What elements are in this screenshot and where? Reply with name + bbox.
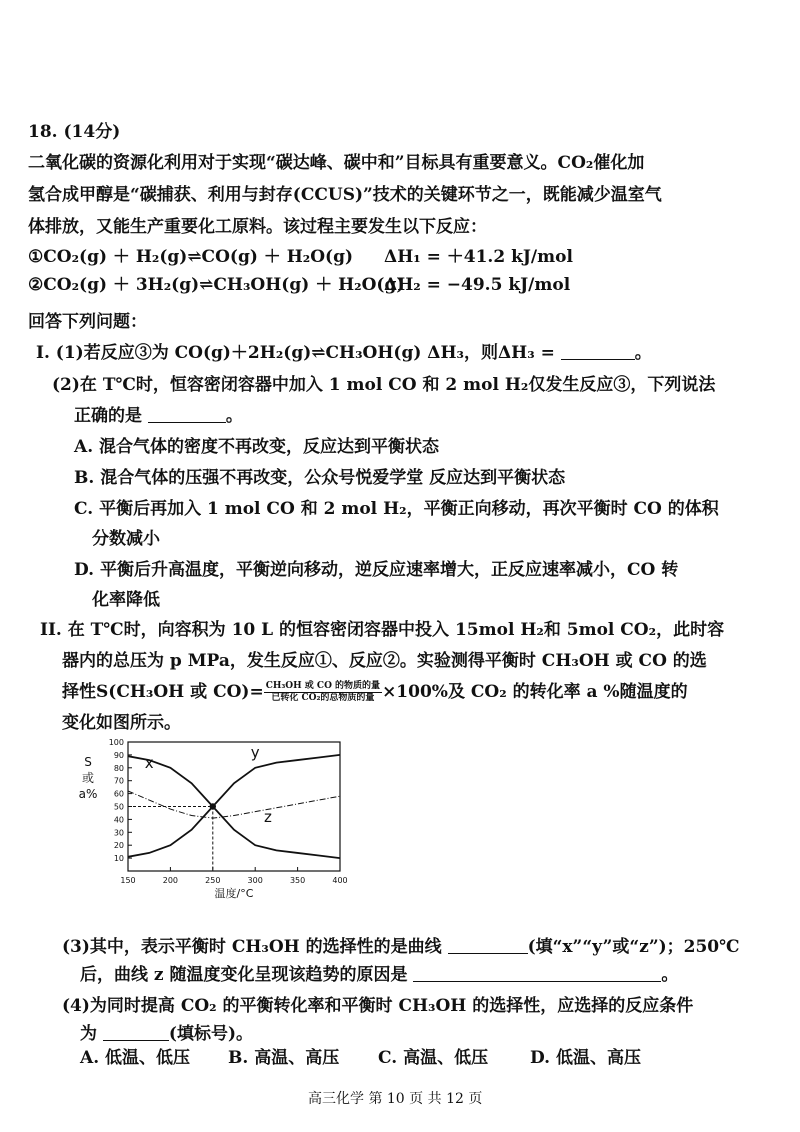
selectivity-fraction [264,681,382,704]
option-b: B. 混合气体的压强不再改变，公众号悦爱学堂 反应达到平衡状态 [74,468,566,488]
series-label-y: y [250,743,260,762]
q3-curve-blank[interactable] [448,937,528,954]
q2-text: 正确的是 [74,406,142,426]
part2-line-1: II. 在 T℃时，向容积为 10 L 的恒容密闭容器中投入 15mol H₂和 5mol CO₂，此时容 [40,620,725,640]
y-tick-label: 70 [113,776,124,786]
y-tick-label: 100 [108,738,124,747]
y-axis-label: S [84,755,92,769]
fraction-numerator: CH₃OH 或 CO 的物质的量 [265,681,381,691]
x-tick-label: 150 [120,876,136,885]
q4-answer-blank[interactable] [103,1024,169,1041]
x-tick-label: 350 [289,876,306,885]
q3-line-2 [80,963,678,987]
option-c-line-1: C. 平衡后再加入 1 mol CO 和 2 mol H₂，平衡正向移动，再次平衡时 CO 的体积 [74,499,719,519]
series-label-x: x [144,753,154,772]
x-tick-label: 250 [205,876,221,885]
page-footer: 高三化学 第 10 页 共 12 页 [308,1091,483,1107]
q4-line-2 [80,1022,253,1046]
q4-line-1: (4)为同时提高 CO₂ 的平衡转化率和平衡时 CH₃OH 的选择性，应选择的反应条件 [62,996,694,1016]
option-c-line-2: 分数减小 [92,529,160,549]
reaction-1-enthalpy: ΔH₁ = ＋41.2 kJ/mol [384,247,573,267]
reaction-2-equation: ②CO₂(g) ＋ 3H₂(g)⇌CH₃OH(g) ＋ H₂O(g) [28,275,405,295]
part2-line-2: 器内的总压为 p MPa，发生反应①、反应②。实验测得平衡时 CH₃OH 或 CO 的选 [62,651,707,671]
y-axis-label: a% [78,787,98,801]
option-d-line-1: D. 平衡后升高温度，平衡逆向移动，逆反应速率增大，正反应速率减小，CO 转 [74,560,679,580]
y-tick-label: 20 [113,841,124,851]
series-line-x [128,753,340,858]
q3-reason-blank[interactable] [413,965,661,982]
reaction-2-enthalpy: ΔH₂ = −49.5 kJ/mol [384,275,571,295]
q2-line-1: (2)在 T℃时，恒容密闭容器中加入 1 mol CO 和 2 mol H₂仅发生反应③，下列说法 [52,375,716,395]
answer-prompt: 回答下列问题： [28,312,147,332]
q1-text: I. (1)若反应③为 CO(g)＋2H₂(g)⇌CH₃OH(g) ΔH₃，则ΔH₃ = [36,343,555,363]
q1-end: 。 [634,343,652,363]
option-a: A. 混合气体的密度不再改变，反应达到平衡状态 [74,437,440,457]
q2-end: 。 [225,406,243,426]
q2-answer-blank[interactable] [148,406,226,423]
x-tick-label: 400 [332,876,348,885]
option-d-line-2: 化率降低 [92,590,160,610]
y-tick-label: 90 [113,750,124,760]
selectivity-definition-label: 择性S(CH₃OH 或 CO)= [62,682,264,702]
x-tick-label: 200 [162,876,179,885]
y-tick-label: 80 [113,763,124,773]
q2-line-2 [74,404,243,428]
q4-text: 为 [80,1024,97,1044]
q1 [36,341,652,365]
x-tick-label: 300 [247,876,263,885]
y-tick-label: 50 [113,802,124,812]
q3-reason-text: 后，曲线 z 随温度变化呈现该趋势的原因是 [80,965,408,985]
choice-c: C. 高温、低压 [378,1048,489,1068]
q3-end: 。 [661,965,679,985]
q3-hint: (填“x”“y”或“z”)；250℃ [527,937,740,957]
question-number: 18. (14分) [28,122,121,142]
q3-text: (3)其中，表示平衡时 CH₃OH 的选择性的是曲线 [62,937,442,957]
part2-line-3 [62,680,688,704]
intro-line-3: 体排放，又能生产重要化工原料。该过程主要发生以下反应： [28,217,487,237]
y-tick-label: 10 [113,854,124,864]
q3-line-1 [62,935,740,959]
fraction-denominator: 已转化 CO₂的总物质的量 [271,693,375,703]
q1-answer-blank[interactable] [561,343,635,360]
x-axis-label: 温度/°C [214,887,254,900]
y-axis-label: 或 [81,771,95,785]
series-line-z [128,791,340,818]
selectivity-definition-tail: ×100%及 CO₂ 的转化率 a %随温度的 [382,682,688,702]
choice-a: A. 低温、低压 [80,1048,191,1068]
reaction-1-equation: ①CO₂(g) ＋ H₂(g)⇌CO(g) ＋ H₂O(g) [28,247,354,267]
choice-d: D. 低温、高压 [530,1048,641,1068]
choice-b: B. 高温、高压 [228,1048,340,1068]
intro-line-2: 氢合成甲醇是“碳捕获、利用与封存(CCUS)”技术的关键环节之一，既能减少温室气 [28,185,662,205]
y-tick-label: 40 [113,815,124,825]
series-label-z: z [263,807,272,826]
q4-hint: (填标号)。 [168,1024,254,1044]
y-tick-label: 60 [113,789,124,799]
part2-line-4: 变化如图所示。 [62,713,181,733]
series-line-y [128,755,340,857]
intersection-point [210,803,216,809]
selectivity-conversion-chart [60,732,370,922]
y-tick-label: 30 [113,828,124,838]
intro-line-1: 二氧化碳的资源化利用对于实现“碳达峰、碳中和”目标具有重要意义。CO₂催化加 [28,153,645,173]
